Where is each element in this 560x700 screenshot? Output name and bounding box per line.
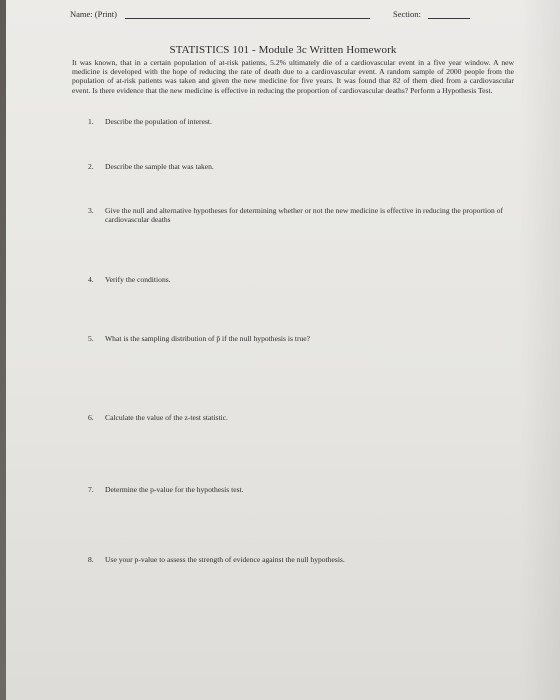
question-text: Use your p-value to assess the strength of evidence against the null hypothesis. — [105, 555, 345, 564]
question-6 — [88, 413, 508, 422]
question-8 — [88, 555, 508, 564]
question-text: What is the sampling distribution of p̂ if the null hypothesis is true? — [105, 334, 311, 343]
question-number: 7. — [88, 485, 94, 494]
page-shadow — [520, 0, 560, 700]
question-text: Determine the p-value for the hypothesis test. — [105, 485, 244, 494]
question-1 — [88, 117, 508, 126]
question-7 — [88, 485, 508, 494]
question-2 — [88, 162, 508, 171]
question-number: 2. — [88, 162, 94, 171]
worksheet-title: STATISTICS 101 - Module 3c Written Homework — [169, 44, 397, 56]
question-4 — [88, 275, 508, 284]
problem-statement: It was known, that in a certain population of at-risk patients, 5.2% ultimately die of a cardiovascular event in a five year window. A new medicine is developed with the hope of reducing the rate of death due to a cardiovascular event. A random sample of 2000 people from the population of at-risk patients was taken and given the new medicine for five years. It was found that 82 of them died from a cardiovascular event. Is there evidence that the new medicine is effective in reducing the proportion of cardiovascular deaths? Perform a Hypothesis Test. — [72, 58, 514, 95]
worksheet-page — [6, 0, 560, 700]
question-text: Verify the conditions. — [105, 275, 171, 284]
worksheet-header — [70, 9, 480, 23]
question-3 — [88, 206, 508, 225]
question-text: Give the null and alternative hypotheses for determining whether or not the new medicine is effective in reducing the proportion of cardiovascular deaths — [105, 206, 503, 225]
question-number: 1. — [88, 117, 94, 126]
section-blank-line — [428, 18, 470, 19]
question-number: 6. — [88, 413, 94, 422]
question-text: Calculate the value of the z-test statistic. — [105, 413, 228, 422]
section-label: Section: — [393, 9, 421, 19]
question-number: 5. — [88, 334, 94, 343]
name-label: Name: (Print) — [70, 9, 117, 19]
question-number: 3. — [88, 206, 94, 215]
question-5 — [88, 334, 508, 343]
question-text: Describe the population of interest. — [105, 117, 212, 126]
question-number: 8. — [88, 555, 94, 564]
question-text: Describe the sample that was taken. — [105, 162, 214, 171]
name-blank-line — [125, 18, 370, 19]
question-number: 4. — [88, 275, 94, 284]
